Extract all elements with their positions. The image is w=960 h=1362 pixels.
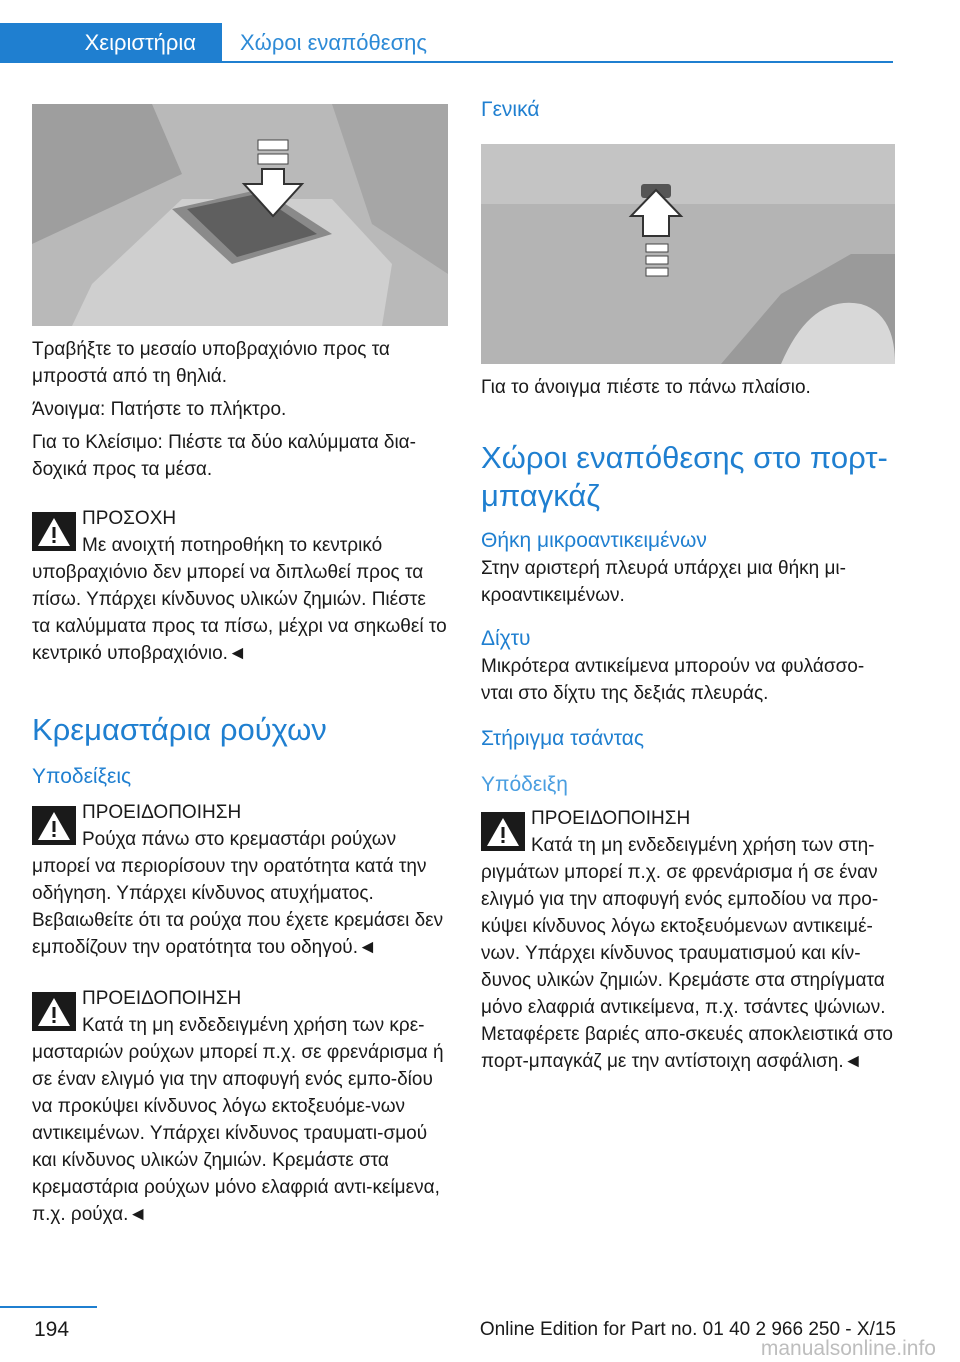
subheading-notes: Υποδείξεις [32,765,132,788]
watermark: manualsonline.info [760,1337,936,1360]
warning-block-3 [481,805,895,1075]
trunk-ceiling-illustration [481,144,895,364]
warning-triangle-icon [481,812,525,851]
subheading-bag-hook: Στήριγμα τσάντας [481,727,644,750]
warning1-first-line: Ρούχα πάνω στο κρεμαστάρι ρούχων [82,829,397,850]
section-heading-coat-hooks: Κρεμαστάρια ρούχων [32,712,327,747]
caution-title: ΠΡΟΣΟΧΗ [82,508,177,529]
warning-block-2 [32,985,448,1228]
section-tab[interactable]: Χώροι εναπόθεσης [240,30,427,55]
subheading-general: Γενικά [481,98,540,121]
subheading-small-items-box: Θήκη μικροαντικειμένων [481,529,707,552]
caution-first-line: Με ανοιχτή ποτηροθήκη το κεντρικό [82,535,383,556]
warning-triangle-icon [32,512,76,551]
warning3-text: ριγμάτων μπορεί π.χ. σε φρενάρισμα ή σε έναν ελιγμό για την αποφυγή ενός εμποδίου να προ-κύψει κίνδυνος λόγω εκτοξευόμενων αντικειμέ-νων. Υπάρχει κίνδυνος τραυματισμού και κίν-δυνος υλικών ζημιών. Κρεμάστε στα στηρίγματα μόνο ελαφριά αντικείμενα, π.χ. τσάντες ψώνιων. Μεταφέρετε βαριές απο-σκευές αποκλειστικά στο πορτ-μπαγκάζ με την αντίστοιχη ασφάλιση.◄ [481,862,893,1072]
right-column [481,96,895,1075]
armrest-cupholder-illustration [32,104,448,326]
net-text: Μικρότερα αντικείμενα μπορούν να φυλάσσο-νται στο δίχτυ της δεξιάς πλευράς. [481,656,865,704]
warning2-text: μασταριών ρούχων μπορεί π.χ. σε φρενάρισμα ή σε έναν ελιγμό για την αποφυγή ενός εμπο-δίου να προκύψει κίνδυνος λόγω εκτοξευόμε-νων αντικειμένων. Υπάρχει κίνδυνος τραυματι-σμού και κίνδυνος υλικών ζημιών. Κρεμάστε στα κρεμαστάρια ρούχων μόνο ελαφριά αντι-κείμενα, π.χ. ρούχα.◄ [32,1042,444,1225]
section-heading-trunk-storage: Χώροι εναπόθεσης στο πορτ-μπαγκάζ [481,440,888,513]
small-items-text: Στην αριστερή πλευρά υπάρχει μια θήκη μι-κροαντικειμένων. [481,558,846,606]
edition-text: Online Edition for Part no. 01 40 2 966 250 - X/15 [479,1319,896,1340]
chapter-tab[interactable]: Χειριστήρια [0,23,222,63]
warning3-title: ΠΡΟΕΙΔΟΠΟΙΗΣΗ [531,808,691,829]
intro-text-1: Τραβήξτε το μεσαίο υποβραχιόνιο προς τα μπροστά από τη θηλιά. [32,339,390,387]
header-divider [0,61,893,63]
warning-block-1 [32,799,448,961]
warning-triangle-icon [32,992,76,1031]
subheading-note: Υπόδειξη [481,773,568,796]
intro-text-3: Για το Κλείσιμο: Πιέστε τα δύο καλύμματα δια-δοχικά προς τα μέσα. [32,432,416,480]
warning1-text: μπορεί να περιορίσουν την ορατότητα κατά την οδήγηση. Υπάρχει κίνδυνος ατυχήματος. Βεβαιωθείτε ότι τα ρούχα που έχετε κρεμάσει δεν εμποδίζουν την ορατότητα του οδηγού.◄ [32,856,444,958]
warning1-title: ΠΡΟΕΙΔΟΠΟΙΗΣΗ [82,802,242,823]
subheading-net: Δίχτυ [481,627,531,650]
intro-text-2: Άνοιγμα: Πατήστε το πλήκτρο. [32,399,287,420]
warning-triangle-icon [32,806,76,845]
warning2-title: ΠΡΟΕΙΔΟΠΟΙΗΣΗ [82,988,242,1009]
caution-text: υποβραχιόνιο δεν μπορεί να διπλωθεί προς τα πίσω. Υπάρχει κίνδυνος υλικών ζημιών. Πιέστε τα καλύμματα προς τα πίσω, μέχρι να σηκωθεί το κεντρικό υποβραχιόνιο.◄ [32,562,447,664]
general-text: Για το άνοιγμα πιέστε το πάνω πλαίσιο. [481,377,811,398]
warning3-first-line: Κατά τη μη ενδεδειγμένη χρήση των στη- [531,835,875,856]
warning2-first-line: Κατά τη μη ενδεδειγμένη χρήση των κρε- [82,1015,425,1036]
page-number: 194 [34,1318,70,1341]
caution-block [32,505,448,667]
left-column [32,104,448,1228]
footer-divider [0,1306,97,1308]
